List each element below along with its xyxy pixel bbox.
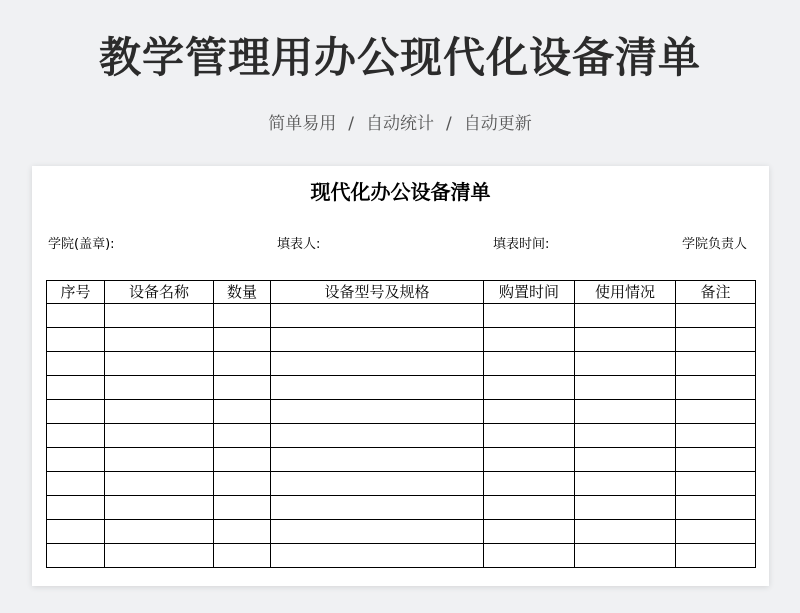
- fill-time-label: 填表时间:: [493, 237, 550, 252]
- table-cell[interactable]: [105, 400, 214, 424]
- table-cell[interactable]: [575, 544, 676, 568]
- header-index: 序号: [47, 281, 105, 304]
- table-cell[interactable]: [271, 304, 484, 328]
- table-cell[interactable]: [47, 424, 105, 448]
- table-cell[interactable]: [676, 544, 756, 568]
- filler-label: 填表人:: [277, 237, 321, 252]
- table-cell[interactable]: [105, 448, 214, 472]
- table-cell[interactable]: [484, 424, 575, 448]
- table-cell[interactable]: [676, 376, 756, 400]
- table-cell[interactable]: [214, 304, 271, 328]
- header-device-name: 设备名称: [105, 281, 214, 304]
- table-cell[interactable]: [484, 472, 575, 496]
- table-cell[interactable]: [47, 448, 105, 472]
- table-cell[interactable]: [676, 328, 756, 352]
- table-cell[interactable]: [271, 544, 484, 568]
- table-cell[interactable]: [271, 448, 484, 472]
- table-row: [47, 304, 756, 328]
- table-cell[interactable]: [575, 520, 676, 544]
- table-cell[interactable]: [47, 544, 105, 568]
- table-row: [47, 520, 756, 544]
- table-cell[interactable]: [575, 376, 676, 400]
- table-cell[interactable]: [271, 352, 484, 376]
- table-cell[interactable]: [676, 352, 756, 376]
- table-cell[interactable]: [676, 520, 756, 544]
- table-cell[interactable]: [214, 424, 271, 448]
- table-cell[interactable]: [105, 328, 214, 352]
- table-cell[interactable]: [214, 544, 271, 568]
- table-cell[interactable]: [676, 472, 756, 496]
- table-cell[interactable]: [676, 448, 756, 472]
- table-cell[interactable]: [484, 544, 575, 568]
- table-cell[interactable]: [214, 352, 271, 376]
- table-cell[interactable]: [575, 448, 676, 472]
- table-cell[interactable]: [575, 496, 676, 520]
- table-row: [47, 424, 756, 448]
- table-cell[interactable]: [676, 400, 756, 424]
- document-sheet: [32, 166, 769, 586]
- table-cell[interactable]: [47, 496, 105, 520]
- table-cell[interactable]: [105, 544, 214, 568]
- table-cell[interactable]: [676, 424, 756, 448]
- feature-tagline: [0, 112, 800, 136]
- sheet-title: 现代化办公设备清单: [310, 180, 491, 204]
- table-cell[interactable]: [484, 304, 575, 328]
- equipment-table: [46, 280, 756, 568]
- table-cell[interactable]: [105, 304, 214, 328]
- table-cell[interactable]: [575, 328, 676, 352]
- table-cell[interactable]: [214, 448, 271, 472]
- table-row: [47, 472, 756, 496]
- table-cell[interactable]: [676, 304, 756, 328]
- table-cell[interactable]: [105, 472, 214, 496]
- table-cell[interactable]: [484, 328, 575, 352]
- table-cell[interactable]: [484, 400, 575, 424]
- table-cell[interactable]: [484, 448, 575, 472]
- table-cell[interactable]: [484, 520, 575, 544]
- tag-separator: /: [348, 114, 354, 134]
- table-cell[interactable]: [575, 472, 676, 496]
- table-cell[interactable]: [105, 352, 214, 376]
- table-row: [47, 400, 756, 424]
- table-cell[interactable]: [214, 376, 271, 400]
- table-row: [47, 496, 756, 520]
- college-head-label: 学院负责人: [682, 237, 748, 252]
- table-row: [47, 352, 756, 376]
- table-cell[interactable]: [575, 400, 676, 424]
- table-cell[interactable]: [214, 472, 271, 496]
- table-header-row: [47, 281, 756, 304]
- table-cell[interactable]: [575, 424, 676, 448]
- tag-separator: /: [446, 114, 452, 134]
- table-cell[interactable]: [105, 520, 214, 544]
- table-cell[interactable]: [575, 304, 676, 328]
- table-row: [47, 544, 756, 568]
- table-cell[interactable]: [271, 376, 484, 400]
- header-remarks: 备注: [676, 281, 756, 304]
- table-cell[interactable]: [271, 328, 484, 352]
- table-cell[interactable]: [47, 352, 105, 376]
- table-cell[interactable]: [47, 400, 105, 424]
- table-cell[interactable]: [214, 328, 271, 352]
- header-usage-status: 使用情况: [575, 281, 676, 304]
- tag-auto-update: 自动更新: [463, 114, 532, 134]
- table-row: [47, 376, 756, 400]
- table-cell[interactable]: [47, 304, 105, 328]
- table-cell[interactable]: [214, 496, 271, 520]
- table-cell[interactable]: [271, 520, 484, 544]
- header-quantity: 数量: [214, 281, 271, 304]
- table-cell[interactable]: [214, 520, 271, 544]
- header-model-spec: 设备型号及规格: [271, 281, 484, 304]
- table-cell[interactable]: [47, 376, 105, 400]
- tag-easy: 简单易用: [268, 114, 337, 134]
- table-cell[interactable]: [105, 376, 214, 400]
- table-cell[interactable]: [575, 352, 676, 376]
- table-row: [47, 448, 756, 472]
- table-cell[interactable]: [47, 328, 105, 352]
- table-cell[interactable]: [271, 424, 484, 448]
- table-cell[interactable]: [484, 496, 575, 520]
- table-cell[interactable]: [484, 352, 575, 376]
- table-cell[interactable]: [47, 520, 105, 544]
- table-cell[interactable]: [271, 400, 484, 424]
- table-cell[interactable]: [47, 472, 105, 496]
- tag-auto-stats: 自动统计: [366, 114, 434, 134]
- table-row: [47, 328, 756, 352]
- header-purchase-date: 购置时间: [484, 281, 575, 304]
- table-cell[interactable]: [484, 376, 575, 400]
- page-title: 教学管理用办公现代化设备清单: [98, 33, 701, 82]
- table-cell[interactable]: [105, 496, 214, 520]
- college-seal-label: 学院(盖章):: [48, 237, 115, 252]
- table-cell[interactable]: [105, 424, 214, 448]
- table-cell[interactable]: [214, 400, 271, 424]
- table-cell[interactable]: [271, 496, 484, 520]
- table-cell[interactable]: [676, 496, 756, 520]
- table-cell[interactable]: [271, 472, 484, 496]
